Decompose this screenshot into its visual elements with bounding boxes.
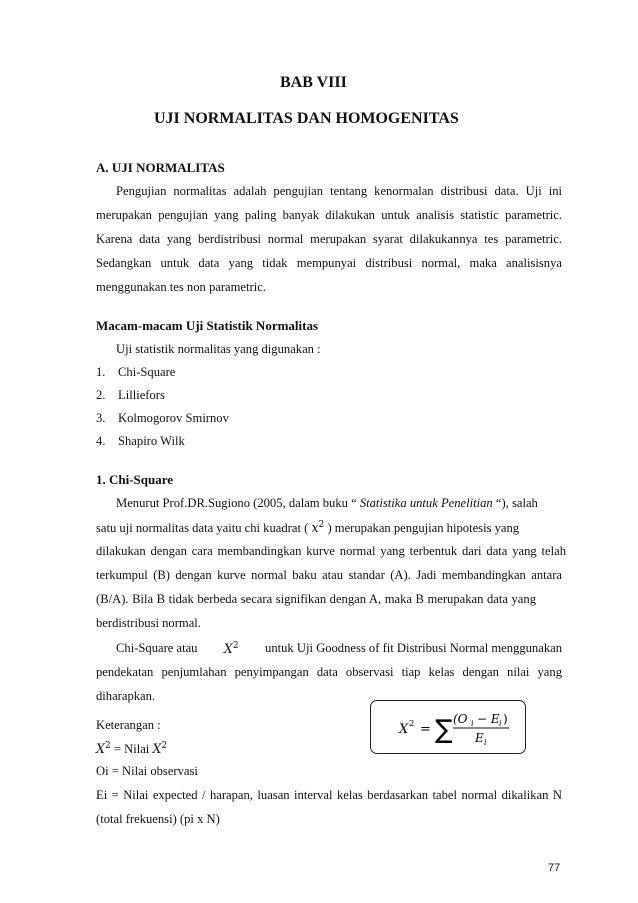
math-superscript: 2 xyxy=(161,741,168,751)
list-item xyxy=(96,434,185,449)
book-title: Statistika untuk Penelitian xyxy=(359,496,493,510)
formula-superscript: 2 xyxy=(409,719,415,729)
chi-p2-line-2: pendekatan penjumlahan penyimpangan data observasi tiap kelas dengan nilai yang xyxy=(96,665,562,679)
list-item xyxy=(96,411,229,426)
keterangan-x2 xyxy=(96,741,167,757)
list-marker: 2. xyxy=(96,388,106,402)
list-label: Kolmogorov Smirnov xyxy=(118,411,229,425)
chi-p2-line-3: diharapkan. xyxy=(96,689,156,703)
x-squared-inline xyxy=(224,641,239,656)
macam-intro: Uji statistik normalitas yang digunakan : xyxy=(116,342,321,356)
x-squared-inline xyxy=(96,741,111,756)
keterangan-ei-line-1: Ei = Nilai expected / harapan, luasan interval kelas berdasarkan tabel normal dikalikan N xyxy=(96,788,562,802)
formula-close: ) xyxy=(503,712,508,726)
formula-numerator-open: (O xyxy=(453,712,468,726)
section-a-line-4: Sedangkan untuk data yang tidak mempunyai distribusi normal, maka analisisnya xyxy=(96,256,562,270)
chi-p1-line-1 xyxy=(116,496,538,511)
section-a-line-1: Pengujian normalitas adalah pengujian tentang kenormalan distribusi data. Uji ini xyxy=(116,184,562,198)
formula-minus-e: − E xyxy=(477,712,500,726)
text-run: “), salah xyxy=(492,496,538,510)
keterangan-oi: Oi = Nilai observasi xyxy=(96,764,198,778)
math-superscript: 2 xyxy=(104,741,111,751)
formula-x: X xyxy=(399,722,409,737)
list-item xyxy=(96,388,165,403)
formula-box xyxy=(370,700,526,754)
section-a-line-5: menggunakan tes non parametric. xyxy=(96,280,266,294)
section-a-line-3: Karena data yang berdistribusi normal merupakan syarat dilakukannya tes parametric. xyxy=(96,232,562,246)
list-marker: 1. xyxy=(96,365,106,379)
chi-p1-line-3: dilakukan dengan cara membandingkan kurve normal yang terbentuk dari data yang telah xyxy=(96,544,566,558)
chi-p2-line-1 xyxy=(116,641,562,656)
formula-equals: = xyxy=(420,722,431,737)
text-run: satu uji normalitas data yaitu chi kuadrat ( xyxy=(96,521,309,536)
chi-square-heading: 1. Chi-Square xyxy=(96,472,174,487)
list-label: Shapiro Wilk xyxy=(118,434,185,448)
chi-p1-line-5: (B/A). Bila B tidak berbeda secara signifikan dengan A, maka B merupakan data yang xyxy=(96,592,536,606)
text-run: Chi-Square atau xyxy=(116,641,198,655)
keterangan-ei-line-2: (total frekuensi) (pi x N) xyxy=(96,812,220,826)
chapter-number: BAB VIII xyxy=(280,74,347,91)
chi-square-formula xyxy=(371,701,525,753)
keterangan-heading: Keterangan : xyxy=(96,718,161,732)
chapter-title: UJI NORMALITAS DAN HOMOGENITAS xyxy=(154,110,459,127)
summation-icon: ∑ xyxy=(435,715,453,745)
text-run: Menurut Prof.DR.Sugiono (2005, dalam buku “ xyxy=(116,496,360,510)
list-label: Lilliefors xyxy=(118,388,165,402)
text-run: untuk Uji Goodness of fit Distribusi Normal menggunakan xyxy=(265,641,562,655)
list-label: Chi-Square xyxy=(118,365,176,379)
x-squared-inline xyxy=(152,741,167,756)
list-marker: 4. xyxy=(96,434,106,448)
section-a-line-2: merupakan pengujian yang paling banyak dilakukan untuk analisis statistic parametric. xyxy=(96,208,562,222)
section-a-heading: A. UJI NORMALITAS xyxy=(96,160,225,175)
x-squared-inline xyxy=(311,520,324,535)
chi-p1-line-6: berdistribusi normal. xyxy=(96,616,201,630)
math-symbol: X xyxy=(96,741,105,757)
formula-sub-ei: i xyxy=(499,719,502,728)
math-symbol: X xyxy=(223,641,233,657)
formula-denominator: E xyxy=(475,731,484,745)
math-symbol: x xyxy=(311,520,319,536)
macam-heading: Macam-macam Uji Statistik Normalitas xyxy=(96,318,319,333)
page-number: 77 xyxy=(548,862,561,874)
formula-sub-oi: i xyxy=(471,719,474,728)
text-run: = Nilai xyxy=(113,742,150,757)
list-marker: 3. xyxy=(96,411,106,425)
math-superscript: 2 xyxy=(318,520,325,530)
formula-sub-denominator: i xyxy=(484,738,487,747)
math-symbol: X xyxy=(152,741,162,757)
math-superscript: 2 xyxy=(232,641,239,651)
text-run: ) merupakan pengujian hipotesis yang xyxy=(327,521,520,536)
chi-p1-line-2 xyxy=(96,520,519,536)
list-item xyxy=(96,365,176,380)
chi-p1-line-4: terkumpul (B) dengan kurve normal baku atau standar (A). Jadi membandingkan antara xyxy=(96,568,562,582)
